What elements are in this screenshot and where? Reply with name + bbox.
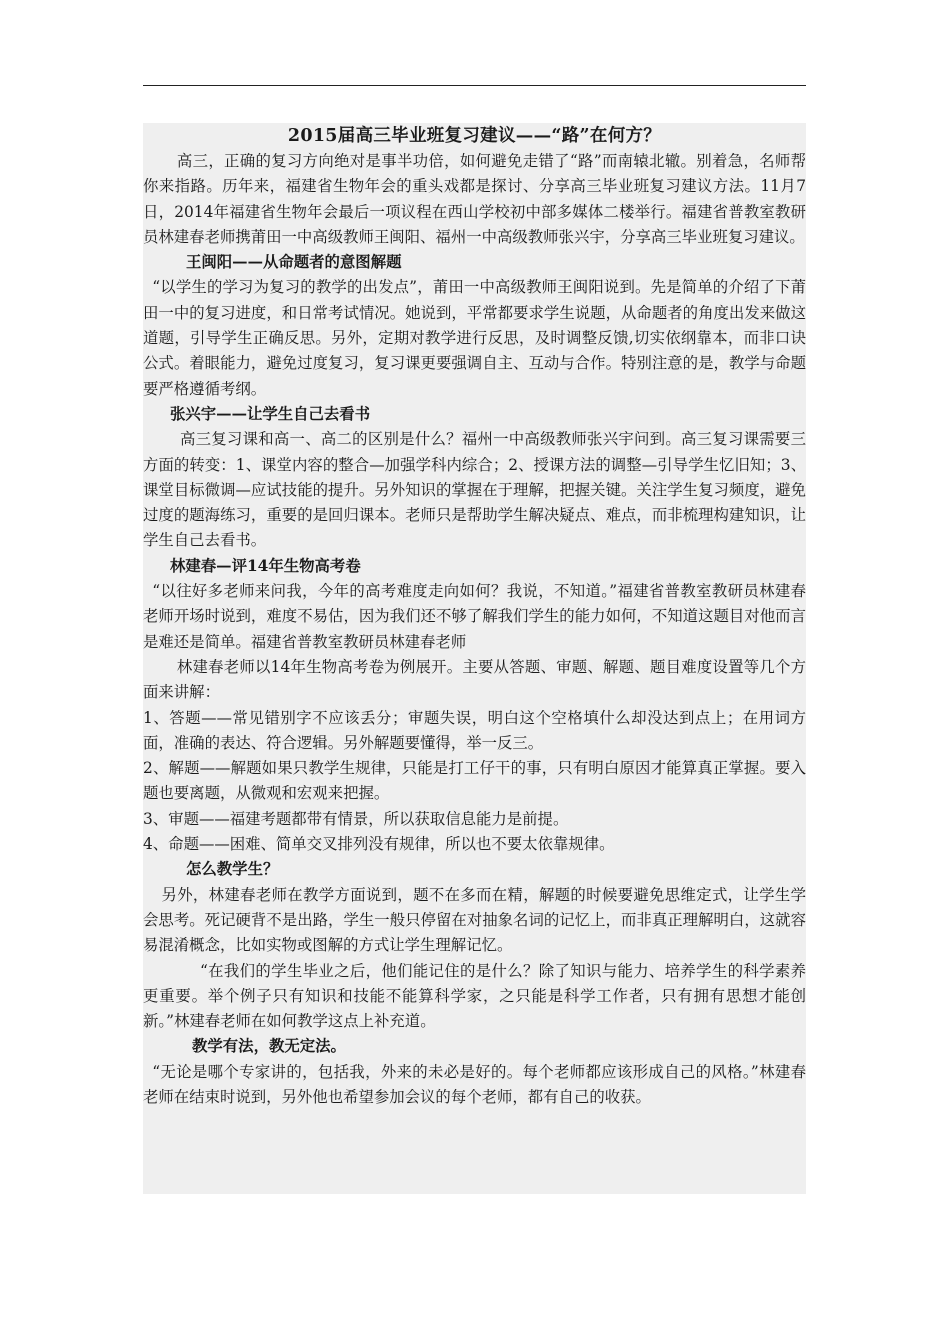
intro-paragraph: 高三，正确的复习方向绝对是事半功倍，如何避免走错了“路”而南辕北辙。别着急，名师帮你来指路。历年来，福建省生物年会的重头戏都是探讨、分享高三毕业班复习建议方法。11月7日，2014年福建省生物年会最后一项议程在西山学校初中部多媒体二楼举行。福建省普教室教研员林建春老师携莆田一中高级教师王闽阳、福州一中高级教师张兴宇，分享高三毕业班复习建议。 xyxy=(143,152,806,246)
section-text-wang: “以学生的学习为复习的教学的出发点”，莆田一中高级教师王闽阳说到。先是简单的介绍了下莆田一中的复习进度，和日常考试情况。她说到，平常都要求学生说题，从命题者的角度出发来做这道题，引导学生正确反思。另外，定期对教学进行反思，及时调整反馈,切实依纲靠本，而非口诀公式。着眼能力，避免过度复习，复习课更要强调自主、互动与合作。特别注意的是，教学与命题要严格遵循考纲。 xyxy=(143,278,806,398)
header-rule xyxy=(143,85,806,86)
section-text-method: “无论是哪个专家讲的，包括我，外来的未必是好的。每个老师都应该形成自己的风格。”林建春老师在结束时说到，另外他也希望参加会议的每个老师，都有自己的收获。 xyxy=(143,1062,806,1106)
article xyxy=(143,123,806,1110)
list-item: 4、命题——困难、简单交叉排列没有规律，所以也不要太依靠规律。 xyxy=(143,835,615,854)
section-text-teach-2: “在我们的学生毕业之后，他们能记住的是什么？除了知识与能力、培养学生的科学素养更重要。举个例子只有知识和技能不能算科学家，之只能是科学工作者，只有拥有思想才能创新。”林建春老师在如何教学这点上补充道。 xyxy=(143,961,806,1031)
section-text-lin-2: 林建春老师以14年生物高考卷为例展开。主要从答题、审题、解题、题目难度设置等几个方面来讲解： xyxy=(143,657,806,702)
section-heading-zhang: 张兴宇——让学生自己去看书 xyxy=(170,404,371,423)
list-item: 2、解题——解题如果只教学生规律，只能是打工仔干的事，只有明白原因才能算真正掌握。要入题也要离题，从微观和宏观来把握。 xyxy=(143,759,806,803)
section-text-zhang: 高三复习课和高一、高二的区别是什么？福州一中高级教师张兴宇问到。高三复习课需要三方面的转变：1、课堂内容的整合—加强学科内综合；2、授课方法的调整—引导学生忆旧知；3、课堂目标微调—应试技能的提升。另外知识的掌握在于理解，把握关键。关注学生复习频度，避免过度的题海练习，重要的是回归课本。老师只是帮助学生解决疑点、难点，而非梳理构建知识，让学生自己去看书。 xyxy=(143,430,806,550)
list-item: 1、答题——常见错别字不应该丢分；审题失误，明白这个空格填什么却没达到点上；在用词方面，准确的表达、符合逻辑。另外解题要懂得，举一反三。 xyxy=(143,708,806,752)
section-heading-lin: 林建春—评14年生物高考卷 xyxy=(170,556,361,575)
section-heading-teach: 怎么教学生？ xyxy=(186,860,279,879)
page-title: 2015届高三毕业班复习建议——“路”在何方？ xyxy=(287,126,662,146)
section-heading-wang: 王闽阳——从命题者的意图解题 xyxy=(186,253,402,272)
section-heading-method: 教学有法，教无定法。 xyxy=(192,1037,346,1056)
list-item: 3、审题——福建考题都带有情景，所以获取信息能力是前提。 xyxy=(143,809,569,828)
section-text-lin-1: “以往好多老师来问我，今年的高考难度走向如何？我说，不知道。”福建省普教室教研员林建春老师开场时说到，难度不易估，因为我们还不够了解我们学生的能力如何，不知道这题目对他而言是难还是简单。福建省普教室教研员林建春老师 xyxy=(143,582,806,651)
section-text-teach-1: 另外，林建春老师在教学方面说到，题不在多而在精，解题的时候要避免思维定式，让学生学会思考。死记硬背不是出路，学生一般只停留在对抽象名词的记忆上，而非真正理解明白，这就容易混淆概念，比如实物或图解的方式让学生理解记忆。 xyxy=(143,885,806,955)
